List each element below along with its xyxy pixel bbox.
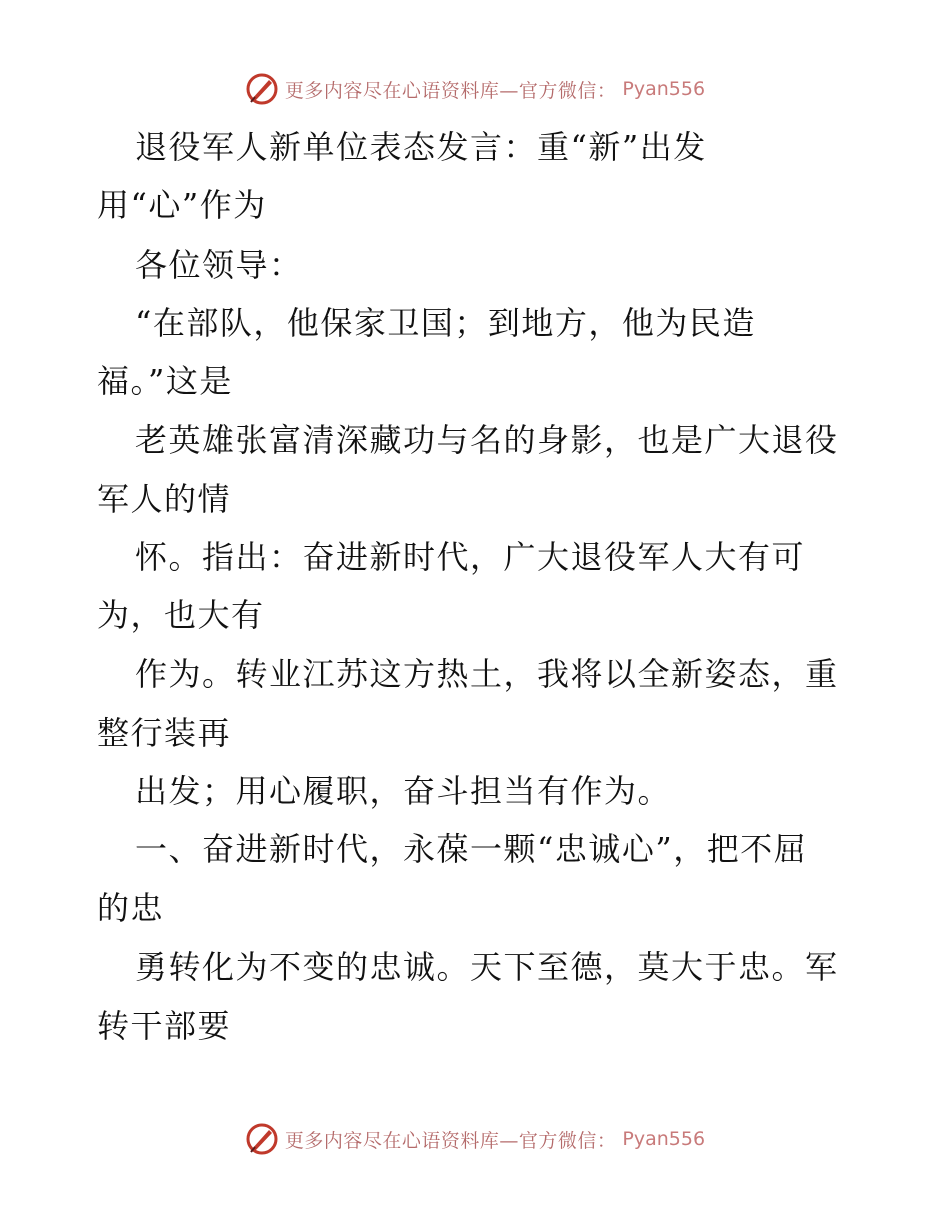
- text-line: 退役军人新单位表态发言：重“新”出发: [135, 128, 707, 166]
- text-line: 的忠: [97, 889, 165, 927]
- text-line: “在部队，他保家卫国；到地方，他为民造: [135, 304, 756, 342]
- text-line: 整行装再: [97, 714, 232, 752]
- banner-text: 更多内容尽在心语资料库—官方微信：: [284, 79, 617, 102]
- text-line: 各位领导：: [135, 246, 303, 284]
- text-line: 为，也大有: [97, 596, 265, 634]
- text-line: 勇转化为不变的忠诚。天下至德，莫大于忠。军: [135, 948, 839, 986]
- text-line: 出发；用心履职，奋斗担当有作为。: [135, 772, 672, 810]
- feather-pen-logo-icon: [245, 72, 279, 106]
- text-line: 一、奋进新时代，永葆一颗“忠诚心”，把不屈: [135, 830, 808, 868]
- header-banner: [0, 72, 950, 106]
- banner-handle: Pyan556: [622, 78, 706, 100]
- text-line: 转干部要: [97, 1007, 232, 1045]
- text-line: 用“心”作为: [97, 186, 267, 224]
- text-line: 老英雄张富清深藏功与名的身影，也是广大退役: [135, 421, 839, 459]
- banner-handle: Pyan556: [622, 1128, 706, 1150]
- text-line: 作为。转业江苏这方热土，我将以全新姿态，重: [135, 655, 839, 693]
- text-line: 福。”这是: [97, 362, 233, 400]
- text-line: 军人的情: [97, 480, 232, 518]
- text-line: 怀。指出：奋进新时代，广大退役军人大有可: [135, 538, 806, 576]
- feather-pen-logo-icon: [245, 1122, 279, 1156]
- banner-text: 更多内容尽在心语资料库—官方微信：: [284, 1129, 617, 1152]
- footer-banner: [0, 1122, 950, 1156]
